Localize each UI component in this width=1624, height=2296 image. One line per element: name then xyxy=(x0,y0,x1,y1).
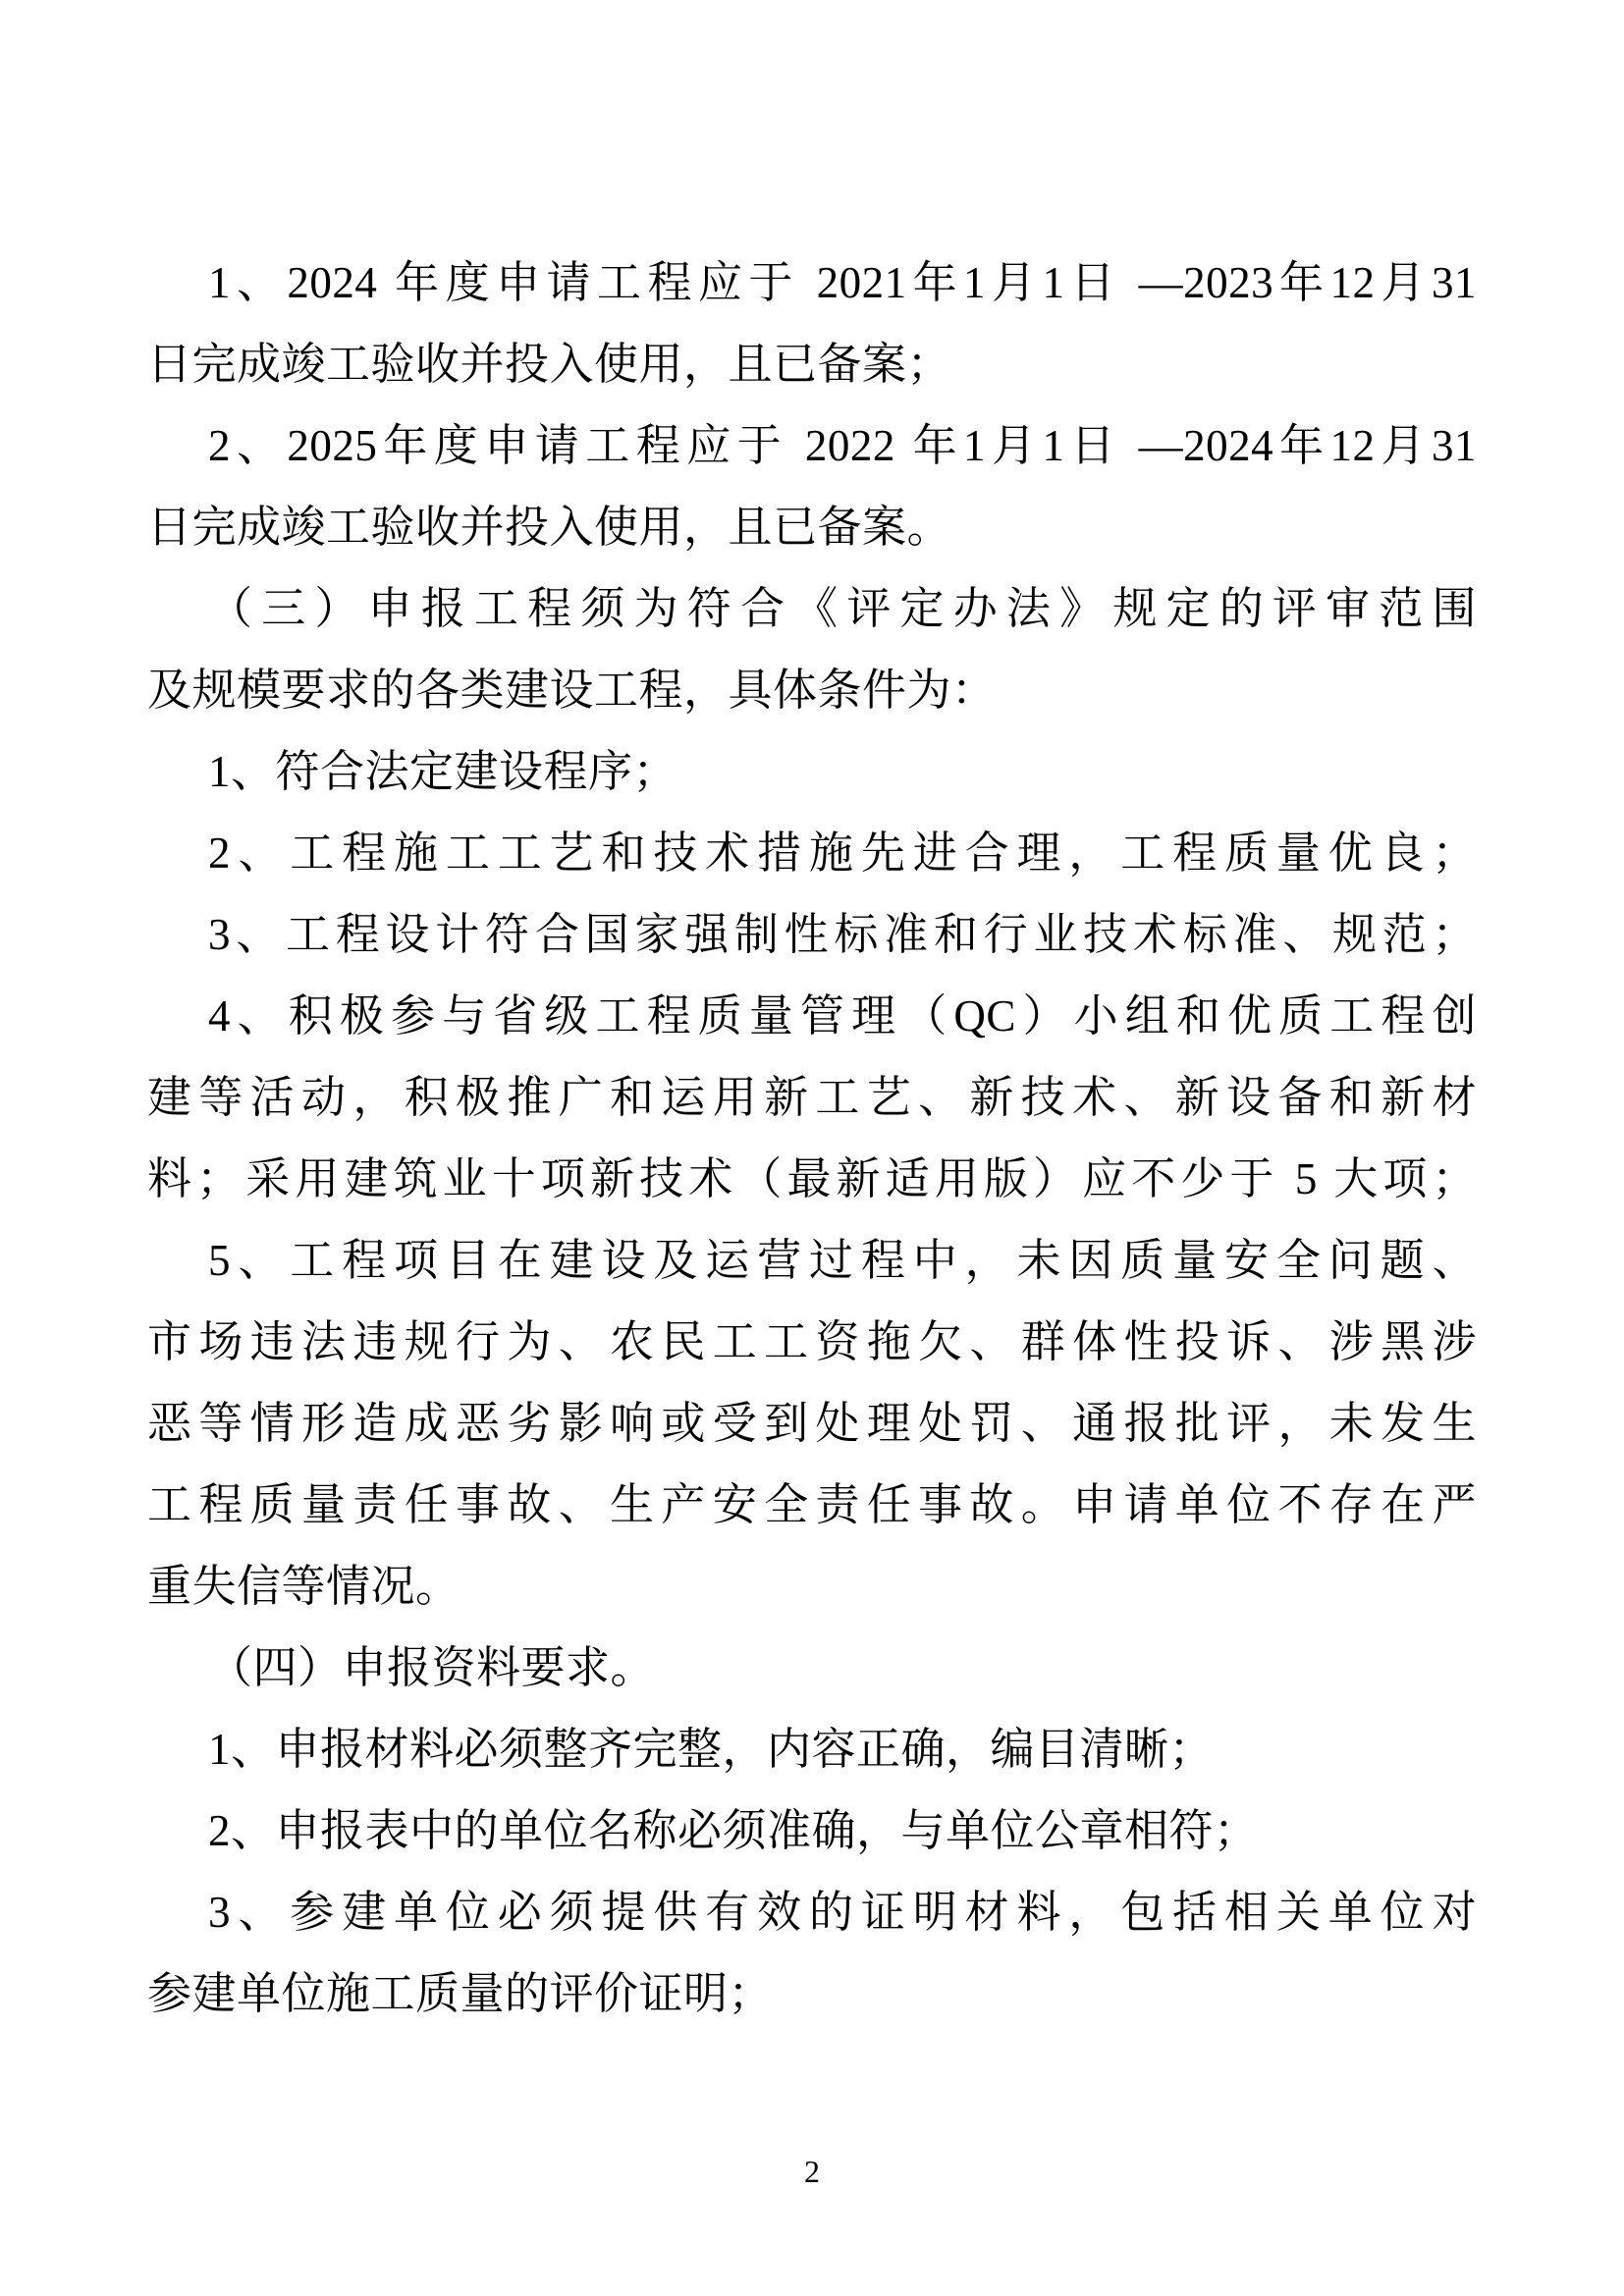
text-line: 1、申报材料必须整齐完整，内容正确，编目清晰； xyxy=(208,1725,1215,1774)
text-line: 3、参建单位必须提供有效的证明材料，包括相关单位对 xyxy=(208,1888,1477,1937)
text-line: 2、工程施工工艺和技术措施先进合理，工程质量优良； xyxy=(208,828,1477,878)
text-line: 及规模要求的各类建设工程，具体条件为： xyxy=(147,666,997,715)
text-line: 2、申报表中的单位名称必须准确，与单位公章相符； xyxy=(208,1806,1259,1855)
text-line: 建等活动，积极推广和运用新工艺、新技术、新设备和新材 xyxy=(147,1073,1477,1122)
text-line: 恶等情形造成恶劣影响或受到处理处罚、通报批评，未发生 xyxy=(147,1399,1477,1448)
text-line: （四）申报资料要求。 xyxy=(208,1643,656,1692)
text-line: 4、积极参与省级工程质量管理（QC）小组和优质工程创 xyxy=(208,991,1477,1041)
text-line: 重失信等情况。 xyxy=(147,1562,460,1611)
text-line: 5、工程项目在建设及运营过程中，未因质量安全问题、 xyxy=(208,1236,1477,1285)
text-line: 1、2024 年度申请工程应于 2021年1月1日 —2023年12月31 xyxy=(208,258,1477,307)
text-line: 料；采用建筑业十项新技术（最新适用版）应不少于 5 大项； xyxy=(147,1154,1477,1203)
text-line: 工程质量责任事故、生产安全责任事故。申请单位不存在严 xyxy=(147,1480,1477,1529)
document-body xyxy=(147,242,1477,2035)
page-number: 2 xyxy=(804,2154,820,2189)
text-line: 参建单位施工质量的评价证明； xyxy=(147,1969,774,2018)
text-line: 日完成竣工验收并投入使用，且已备案； xyxy=(147,340,952,389)
text-line: 1、符合法定建设程序； xyxy=(208,747,678,796)
text-line: 3、工程设计符合国家强制性标准和行业技术标准、规范； xyxy=(208,910,1477,959)
text-line: 2、2025年度申请工程应于 2022 年1月1日 —2024年12月31 xyxy=(208,421,1477,470)
text-line: （三）申报工程须为符合《评定办法》规定的评审范围 xyxy=(208,584,1477,633)
text-line: 市场违法违规行为、农民工工资拖欠、群体性投诉、涉黑涉 xyxy=(147,1317,1477,1366)
text-line: 日完成竣工验收并投入使用，且已备案。 xyxy=(147,503,952,552)
